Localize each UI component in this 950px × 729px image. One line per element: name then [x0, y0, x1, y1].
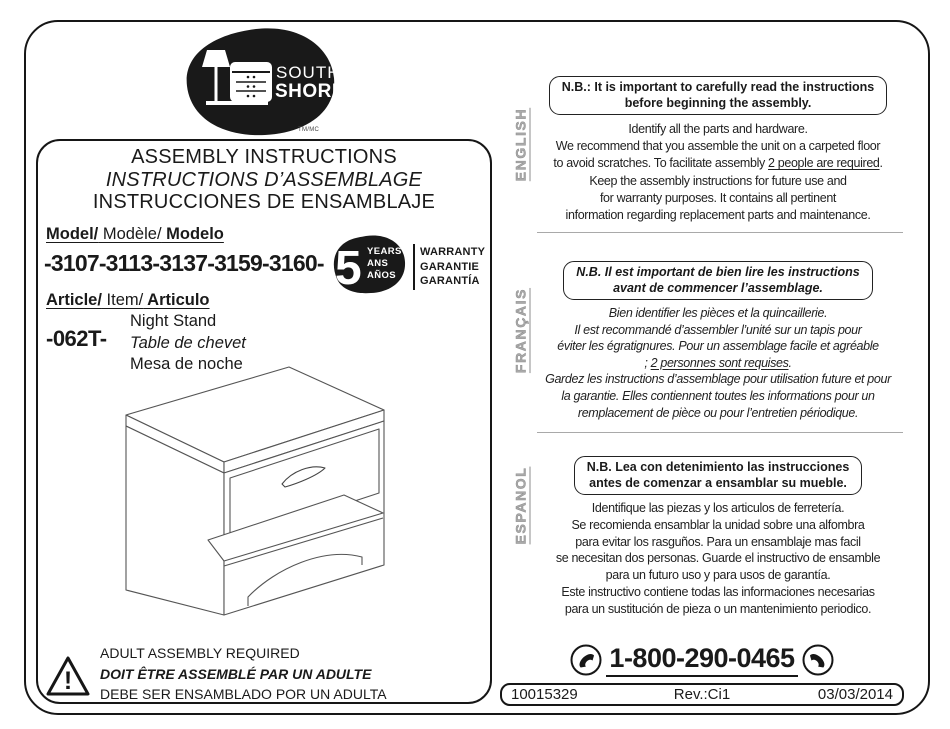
badge-years: YEARS [367, 246, 402, 257]
phone-icon-left [569, 643, 603, 677]
title-en: ASSEMBLY INSTRUCTIONS [131, 146, 397, 168]
article-label: Article/ Item/ Articulo [46, 291, 210, 309]
document-date: 03/03/2014 [817, 686, 893, 703]
nightstand-icon [230, 62, 272, 102]
revision-label: Rev.:Ci1 [673, 686, 731, 703]
body-espanol: Identifique las piezas y los articulos de ferretería. Se recomienda ensamblar la unidad sobre una alfombra para evitar los rasguños. Para un ensamblaje mas facil se necesitan dos personas. Guarde el instructivo de ensamble para un futuro uso y para usos de garantía. Este instructivo contiene todas las informaciones necesarias para un sustitución de pieza o un mantenimiento periodico. [555, 501, 881, 616]
model-label: Model/ Modèle/ Modelo [46, 225, 224, 243]
trademark-label: TM/MC [298, 127, 320, 133]
section-divider-1 [537, 232, 903, 233]
phone-icon-right [801, 643, 835, 677]
document-number: 10015329 [511, 686, 578, 703]
badge-divider [413, 244, 415, 290]
south-shore-logo-icon [178, 25, 344, 137]
badge-anos: AÑOS [367, 270, 397, 281]
warning-text: ADULT ASSEMBLY REQUIRED DOIT ÊTRE ASSEMBLÉ PAR UN ADULTE DEBE SER ENSAMBLADO POR UN ADULTA [100, 645, 387, 702]
language-label-english: ENGLISH [512, 107, 529, 182]
title-es: INSTRUCCIONES DE ENSAMBLAJE [92, 191, 436, 213]
badge-ans: ANS [367, 258, 389, 269]
body-francais: Bien identifier les pièces et la quincaillerie. Il est recommandé d’assembler l’unité sur un tapis pour éviter les égratignures. Pour un assemblage facile et agréable ; 2 personnes sont requises. Gardez les instructions d’assemblage pour utilisation future et pour la garantie. Elles contiennent toutes les informations pour un remplacement de pièce ou pour l’entretien périodique. [545, 306, 891, 420]
section-divider-2 [537, 432, 903, 433]
warranty-words: WARRANTY GARANTIE GARANTÍA [420, 246, 486, 288]
assembly-titles [38, 146, 490, 214]
model-numbers: -3107-3113-3137-3159-3160- [44, 250, 324, 276]
body-english: Identify all the parts and hardware. We recommend that you assemble the unit on a carpeted floor to avoid scratches. To facilitate assembly 2 people are required. Keep the assembly instructions for future use and for warranty purposes. It contains all pertinent information regarding replacement parts and maintenance. [553, 122, 883, 223]
title-fr: INSTRUCTIONS D’ASSEMBLAGE [105, 168, 423, 191]
language-label-francais: FRANÇAIS [512, 287, 529, 374]
article-code: -062T- [46, 326, 107, 351]
brand-logo [178, 25, 344, 137]
article-names: Night Stand Table de chevet Mesa de noche [130, 312, 246, 373]
warning-exclamation: ! [63, 667, 73, 695]
support-phone-row [500, 643, 904, 677]
warning-triangle-icon [45, 653, 91, 699]
five-years-badge-icon [331, 234, 407, 296]
support-phone-number: 1-800-290-0465 [606, 643, 797, 677]
language-label-espanol: ESPANOL [512, 466, 529, 545]
adult-assembly-warning [45, 643, 387, 705]
left-instruction-panel [36, 139, 492, 704]
document-info-bar [500, 683, 904, 706]
brand-line1: SOUTH [276, 63, 341, 82]
nb-box-espanol: N.B. Lea con detenimiento las instrucciones antes de comenzar a ensamblar su mueble. [525, 456, 911, 495]
nb-box-english: N.B.: It is important to carefully read the instructions before beginning the assembly. [525, 76, 911, 115]
warranty-badge [331, 234, 485, 296]
nb-box-francais: N.B. Il est important de bien lire les instructions avant de commencer l’assemblage. [525, 261, 911, 300]
night-stand-illustration [96, 357, 442, 643]
brand-line2: SHORE [275, 81, 344, 102]
badge-number: 5 [335, 242, 362, 295]
